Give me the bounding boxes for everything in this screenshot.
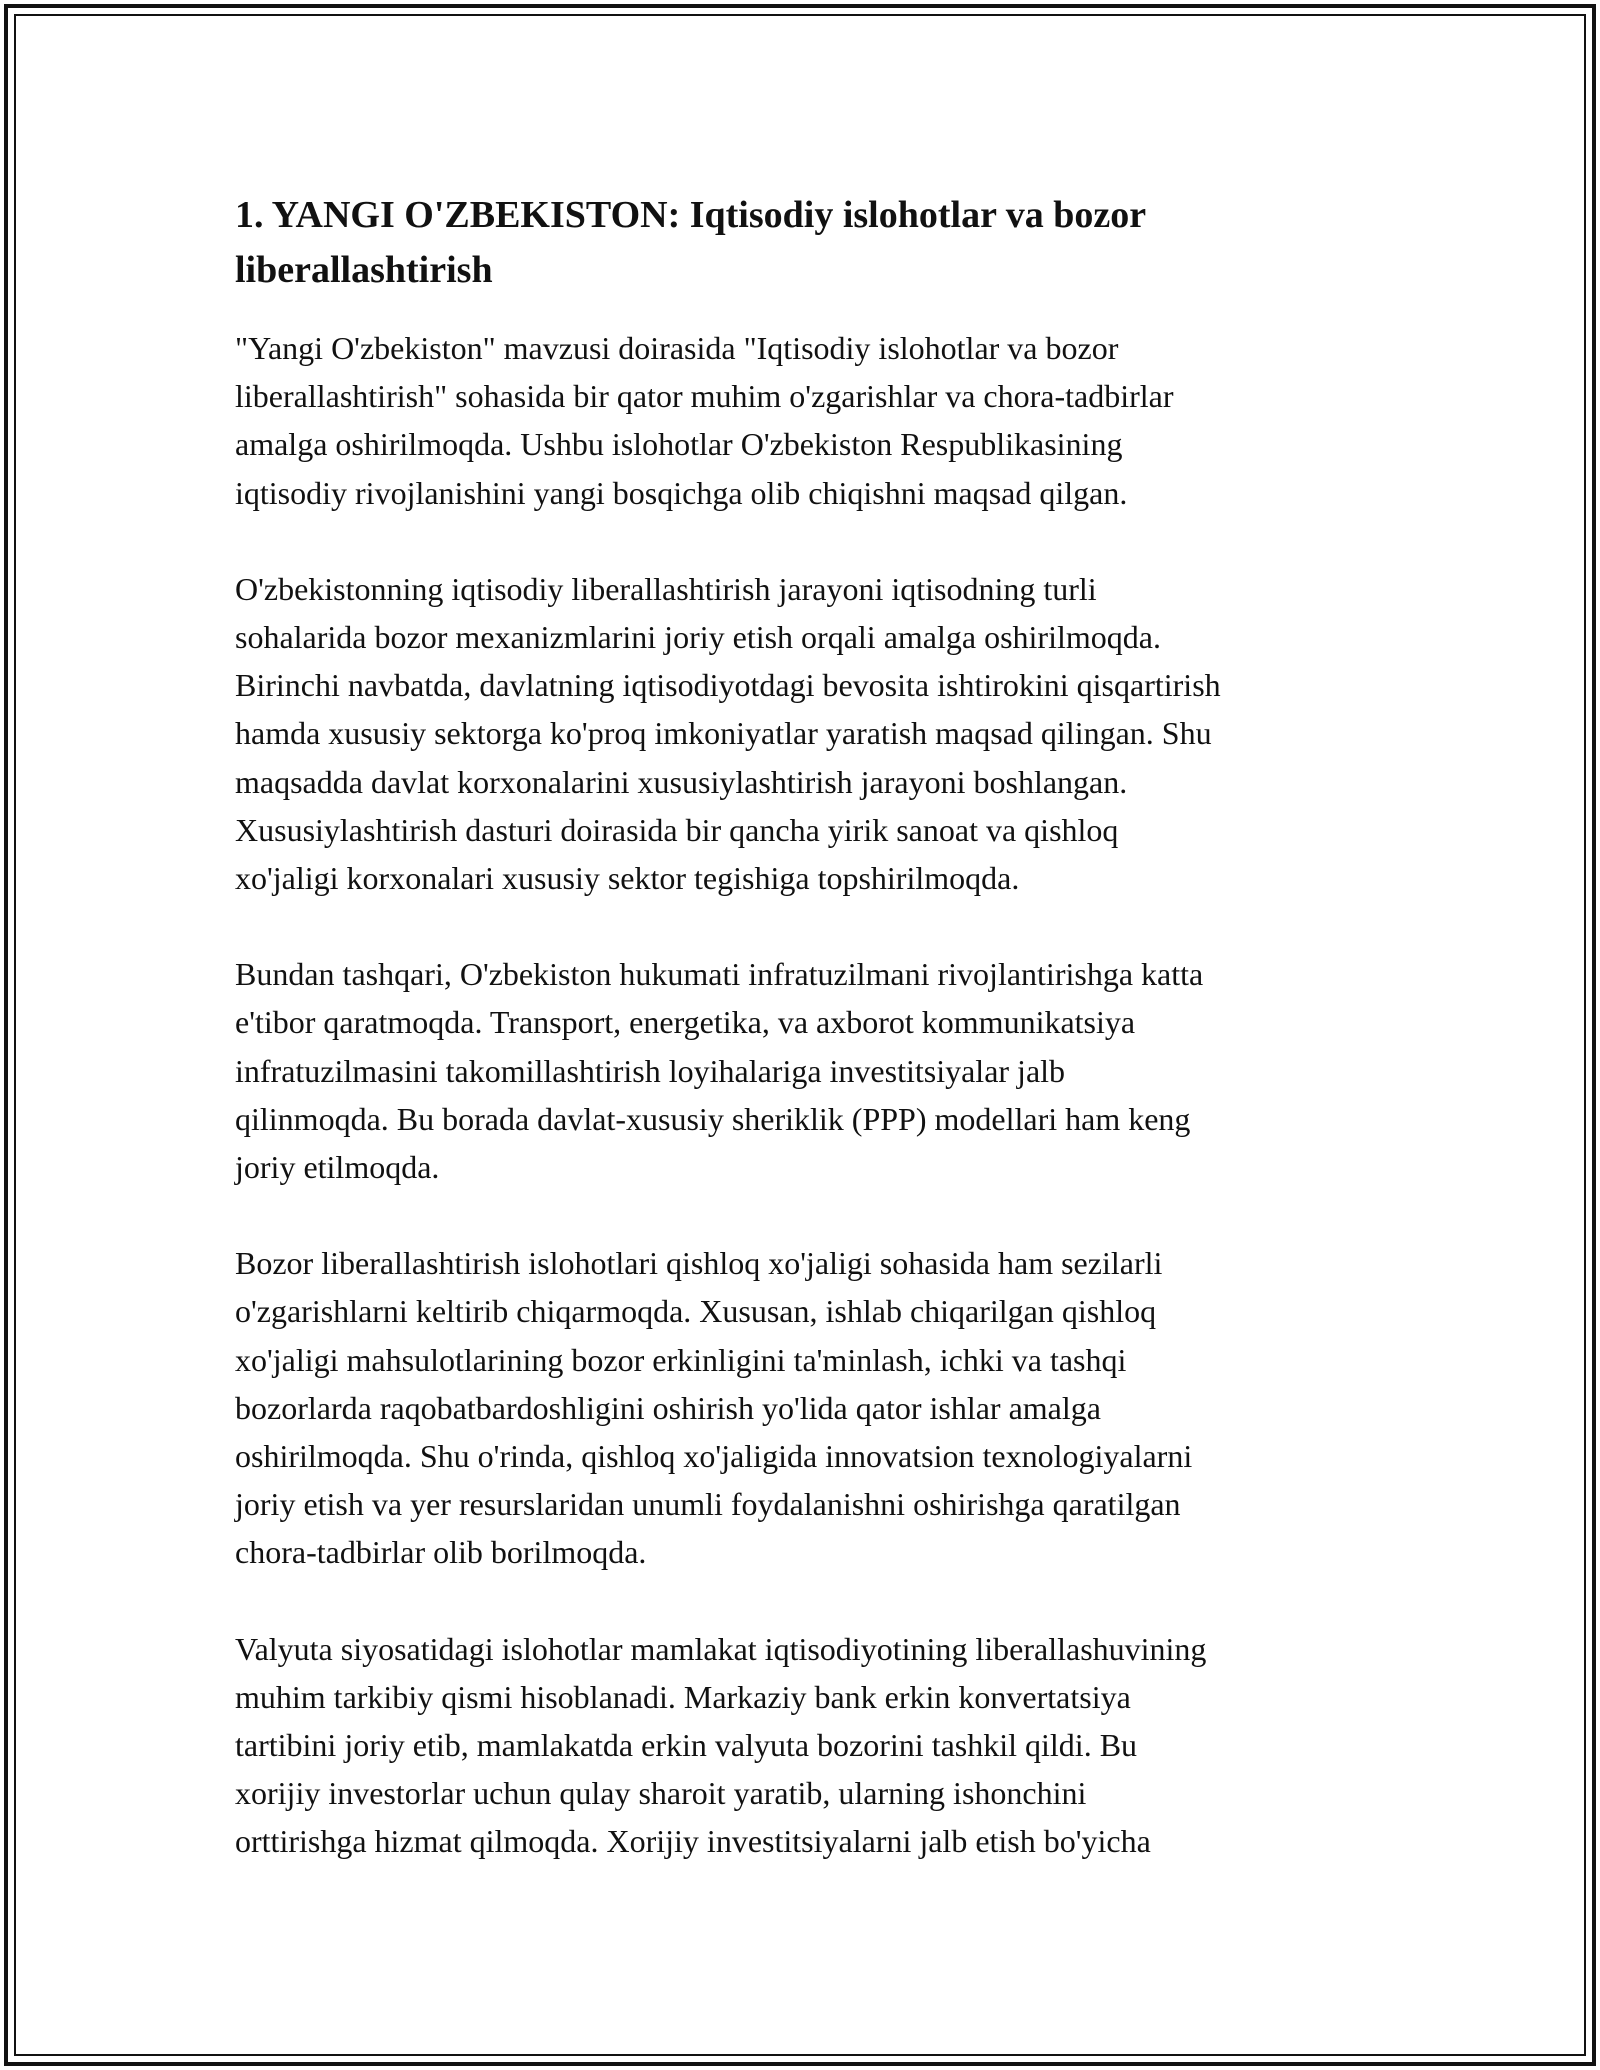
- paragraph-currency: Valyuta siyosatidagi islohotlar mamlakat iqtisodiyotining liberallashuvining muhim tarkibiy qismi hisoblanadi. Markaziy bank erkin konvertatsiya tartibini joriy etib, mamlakatda erkin valyuta bozorini tashkil qildi. Bu xorijiy investorlar uchun qulay sharoit yaratib, ularning ishonchini orttirishga hizmat qilmoqda. Xorijiy investitsiyalarni jalb etish bo'yicha: [235, 1630, 1207, 1860]
- paragraph-privatization: O'zbekistonning iqtisodiy liberallashtirish jarayoni iqtisodning turli sohalarida bozor mexanizmlarini joriy etish orqali amalga oshirilmoqda. Birinchi navbatda, davlatning iqtisodiyotdagi bevosita ishtirokini qisqartirish hamda xususiy sektorga ko'proq imkoniyatlar yaratish maqsad qilingan. Shu maqsadda davlat korxonalarini xususiylashtirish jarayoni boshlangan. Xususiylashtirish dasturi doirasida bir qancha yirik sanoat va qishloq xo'jaligi korxonalari xususiy sektor tegishiga topshirilmoqda.: [235, 570, 1221, 897]
- paragraph-infrastructure: Bundan tashqari, O'zbekiston hukumati infratuzilmani rivojlantirishga katta e'tibor qaratmoqda. Transport, energetika, va axborot kommunikatsiya infratuzilmasini takomillashtirish loyihalariga investitsiyalar jalb qilinmoqda. Bu borada davlat-xususiy sheriklik (PPP) modellari ham keng joriy etilmoqda.: [235, 956, 1204, 1186]
- paragraph-intro: "Yangi O'zbekiston" mavzusi doirasida "Iqtisodiy islohotlar va bozor liberallashtirish" sohasida bir qator muhim o'zgarishlar va chora-tadbirlar amalga oshirilmoqda. Ushbu islohotlar O'zbekiston Respublikasining iqtisodiy rivojlanishini yangi bosqichga olib chiqishni maqsad qilgan.: [235, 330, 1174, 511]
- paragraph-agriculture: Bozor liberallashtirish islohotlari qishloq xo'jaligi sohasida ham sezilarli o'zgarishlarni keltirib chiqarmoqda. Xususan, ishlab chiqarilgan qishloq xo'jaligi mahsulotlarining bozor erkinligini ta'minlash, ichki va tashqi bozorlarda raqobatbardoshligini oshirish yo'lida qator ishlar amalga oshirilmoqda. Shu o'rinda, qishloq xo'jaligida innovatsion texnologiyalarni joriy etish va yer resurslaridan unumli foydalanishni oshirishga qaratilgan chora-tadbirlar olib borilmoqda.: [235, 1245, 1193, 1571]
- document-body: [235, 188, 1375, 1914]
- document-title: 1. YANGI O'ZBEKISTON: Iqtisodiy islohotlar va bozor liberallashtirish: [235, 194, 1147, 291]
